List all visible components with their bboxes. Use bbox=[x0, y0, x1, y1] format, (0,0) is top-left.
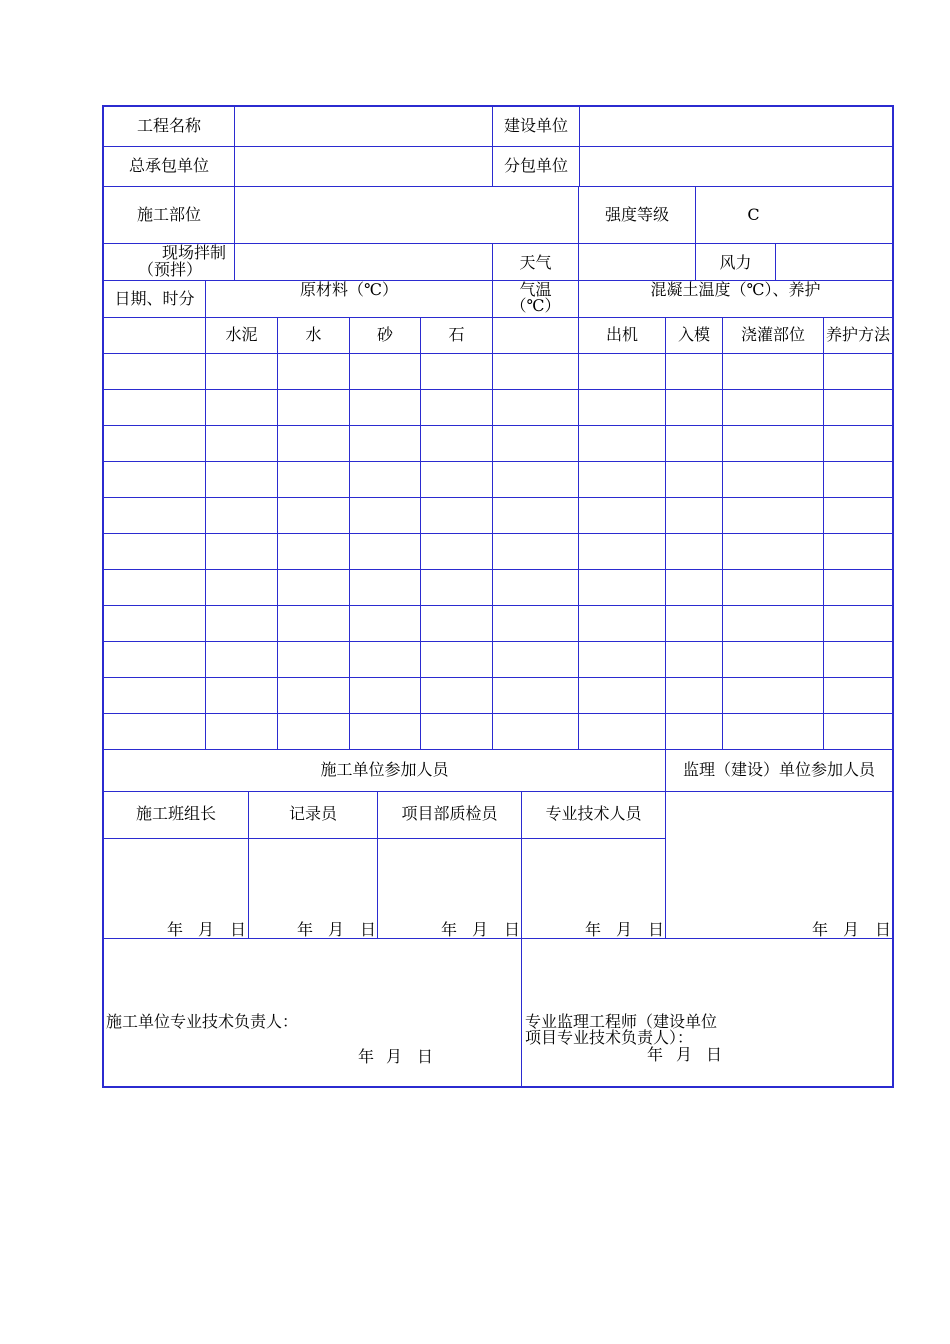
date-time-header: 日期、时分 bbox=[114, 289, 195, 308]
date-year: 年 bbox=[297, 920, 314, 939]
date-day: 日 bbox=[648, 920, 665, 939]
date-day: 日 bbox=[360, 920, 377, 939]
strength-grade-label: 强度等级 bbox=[604, 205, 669, 224]
general-contractor-field[interactable] bbox=[235, 147, 492, 186]
date-day: 日 bbox=[875, 920, 892, 939]
rule bbox=[102, 317, 893, 318]
date-year: 年 bbox=[441, 920, 458, 939]
construction-unit-label: 建设单位 bbox=[503, 116, 568, 135]
date-day: 日 bbox=[706, 1045, 723, 1064]
air-temp-header-line1: 气温 bbox=[519, 280, 552, 299]
wind-label: 风力 bbox=[719, 253, 752, 272]
date-year: 年 bbox=[647, 1045, 664, 1064]
stone-header: 石 bbox=[448, 325, 465, 344]
date-month: 月 bbox=[198, 920, 215, 939]
recorder-signature[interactable] bbox=[249, 839, 377, 919]
subcontractor-label: 分包单位 bbox=[503, 156, 568, 175]
rule bbox=[892, 105, 894, 1088]
quality-inspector-label: 项目部质检员 bbox=[401, 804, 498, 823]
construction-part-field[interactable] bbox=[235, 187, 578, 243]
project-name-label: 工程名称 bbox=[136, 116, 201, 135]
date-month: 月 bbox=[616, 920, 633, 939]
team-leader-label: 施工班组长 bbox=[135, 804, 216, 823]
supervisor-staff-label: 监理（建设）单位参加人员 bbox=[682, 760, 875, 779]
mixing-label-line2: （预拌） bbox=[138, 260, 203, 279]
supervisor-engineer-signature[interactable] bbox=[522, 939, 892, 1009]
rule bbox=[102, 749, 893, 750]
air-temp-header-line2: （℃） bbox=[510, 296, 561, 315]
date-day: 日 bbox=[504, 920, 521, 939]
curing-method-header: 养护方法 bbox=[825, 325, 890, 344]
rule bbox=[102, 1086, 893, 1088]
supervisor-engineer-label-line2: 项目专业技术负责人）： bbox=[525, 1028, 694, 1047]
sand-header: 砂 bbox=[376, 325, 393, 344]
pour-part-header: 浇灌部位 bbox=[740, 325, 805, 344]
date-month: 月 bbox=[843, 920, 860, 939]
project-name-field[interactable] bbox=[235, 107, 492, 146]
date-month: 月 bbox=[328, 920, 345, 939]
weather-field[interactable] bbox=[579, 244, 695, 280]
date-year: 年 bbox=[167, 920, 184, 939]
contractor-tech-lead-signature[interactable] bbox=[104, 939, 521, 1009]
out-machine-header: 出机 bbox=[605, 325, 638, 344]
weather-label: 天气 bbox=[519, 253, 552, 272]
wind-field[interactable] bbox=[776, 244, 892, 280]
contractor-staff-label: 施工单位参加人员 bbox=[320, 760, 449, 779]
quality-inspector-signature[interactable] bbox=[378, 839, 521, 919]
date-year: 年 bbox=[812, 920, 829, 939]
strength-grade-value[interactable]: C bbox=[747, 205, 760, 224]
recorder-label: 记录员 bbox=[288, 804, 337, 823]
mixing-field[interactable] bbox=[235, 244, 492, 280]
technician-signature[interactable] bbox=[522, 839, 665, 919]
general-contractor-label: 总承包单位 bbox=[128, 156, 209, 175]
data-entry-grid[interactable] bbox=[104, 354, 892, 749]
date-year: 年 bbox=[585, 920, 602, 939]
date-month: 月 bbox=[676, 1045, 693, 1064]
raw-material-header: 原材料（℃） bbox=[300, 280, 398, 299]
concrete-temp-header: 混凝土温度（℃）、养护 bbox=[650, 280, 821, 299]
water-header: 水 bbox=[305, 325, 322, 344]
date-month: 月 bbox=[472, 920, 489, 939]
date-year: 年 bbox=[358, 1047, 375, 1066]
cement-header: 水泥 bbox=[225, 325, 258, 344]
construction-unit-field[interactable] bbox=[580, 107, 892, 146]
date-day: 日 bbox=[230, 920, 247, 939]
supervisor-signature[interactable] bbox=[666, 792, 892, 919]
mixing-label-line1: 现场拌制 bbox=[162, 243, 227, 262]
into-mold-header: 入模 bbox=[677, 325, 710, 344]
team-leader-signature[interactable] bbox=[104, 839, 248, 919]
contractor-tech-lead-label: 施工单位专业技术负责人： bbox=[106, 1012, 299, 1031]
subcontractor-field[interactable] bbox=[580, 147, 892, 186]
technician-label: 专业技术人员 bbox=[545, 804, 642, 823]
date-day: 日 bbox=[417, 1047, 434, 1066]
supervisor-engineer-label-line1: 专业监理工程师（建设单位 bbox=[525, 1012, 718, 1031]
date-month: 月 bbox=[386, 1047, 403, 1066]
construction-part-label: 施工部位 bbox=[136, 205, 201, 224]
